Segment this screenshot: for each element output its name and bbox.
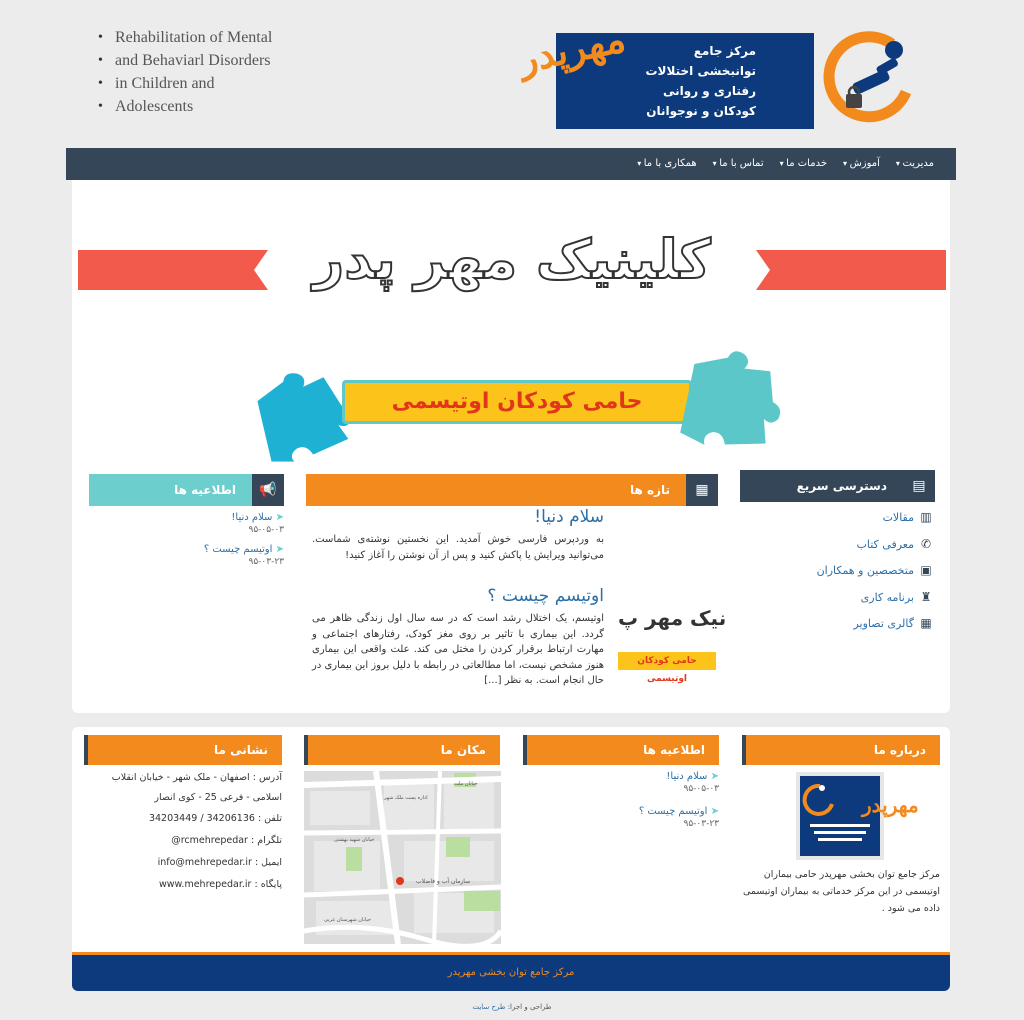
phone-text: تلفن : 34206136 / 34203449 (148, 813, 282, 824)
megaphone-icon: ➤ (275, 544, 284, 555)
nav-item-services[interactable]: خدمات ما ▾ (772, 148, 835, 180)
email-row (88, 852, 282, 874)
address-heading (84, 735, 282, 765)
telegram-row (88, 830, 282, 852)
notice-link[interactable]: سلام دنیا! (666, 771, 708, 782)
nav-item-contact[interactable]: تماس با ما ▾ (705, 148, 772, 180)
about-heading-text: درباره ما (873, 743, 926, 757)
emblem-logo-icon (822, 32, 912, 128)
megaphone-icon: ➤ (710, 771, 719, 782)
credit-prefix: طراحی و اجرا: (505, 1003, 552, 1011)
notice-date: ۹۵-۰۵-۰۳ (683, 784, 719, 794)
address-heading-text: نشانی ما (214, 743, 268, 757)
site-label: پایگاه : (251, 879, 282, 890)
tagline-line: • Rehabilitation of Mental (98, 26, 298, 49)
post-thumbnail[interactable] (618, 600, 727, 684)
slider-subtitle: حامی کودکان اوتیسمی (391, 389, 643, 414)
notices-heading-text: اطلاعیه ها (174, 483, 236, 497)
quick-item-label: برنامه کاری (860, 591, 914, 604)
telegram-link[interactable]: @rcmehrepedar (171, 835, 248, 846)
footer-notices-heading-text: اطلاعیه ها (643, 743, 705, 757)
puzzle-piece-icon (677, 345, 787, 451)
quick-item-articles[interactable] (804, 510, 934, 524)
calculator-icon: ▦ (920, 616, 932, 630)
map-heading-text: مکان ما (440, 743, 486, 757)
nav-item-education[interactable]: آموزش ▾ (835, 148, 888, 180)
about-text: مرکز جامع توان بخشی مهرپدر حامی بیماران اوتیسمی در این مرکز خدماتی به بیماران اوتیسمی داده می شود . (742, 869, 940, 914)
map-label: سازمان آب و فاضلاب (416, 878, 471, 885)
post-excerpt: اوتیسم، یک اختلال رشد است که در سه سال اول زندگی ظاهر می گردد. این بیماری با تاثیر بر روی مغز کودک، رفتارهای اجتماعی و مهارت ارتباط برقرار کردن را مختل می کند. علت واقعی این بیماری هنوز مشخص نیست، اما مطالعاتی در رابطه با دلیل بروز این بیماری در حال انجام است. به نظر [...] (312, 613, 604, 686)
slider-title: کلینیک مهر پدر (313, 228, 711, 291)
quick-item-label: معرفی کتاب (856, 538, 914, 551)
notice-date: ۹۵-۰۵-۰۳ (248, 525, 284, 535)
news-heading (306, 474, 718, 506)
about-heading (742, 735, 940, 765)
footer-notices-heading (523, 735, 719, 765)
logo-script: مهرپدر (514, 15, 630, 82)
logo-line: مرکز جامع (693, 44, 756, 58)
quick-item-label: مقالات (882, 511, 914, 524)
megaphone-icon: 📢 (252, 474, 284, 506)
notice-link[interactable]: اوتیسم چیست ؟ (638, 806, 708, 817)
quick-item-gallery[interactable] (804, 616, 934, 630)
map-label: خیابان ملت (454, 781, 478, 787)
main-panel (72, 180, 950, 713)
email-link[interactable]: info@mehrepedar.ir (157, 857, 252, 868)
megaphone-icon: ➤ (275, 512, 284, 523)
nav-item-cooperation[interactable]: همکاری با ما ▾ (629, 148, 704, 180)
email-label: ایمیل : (251, 857, 282, 868)
notices-heading (89, 474, 284, 506)
logo-line: کودکان و نوجوانان (646, 104, 756, 118)
site-logo[interactable] (514, 15, 820, 132)
quick-item-label: متخصصین و همکاران (816, 564, 914, 577)
footer-bar-text: مرکز جامع توان بخشی مهرپدر (447, 967, 575, 978)
logo-line: توانبخشی اختلالات (645, 64, 756, 78)
quick-access-heading (740, 470, 935, 502)
puzzle-piece-icon (252, 370, 352, 456)
map-label: خیابان شهرستان غربی (324, 917, 371, 923)
tagline (98, 26, 298, 118)
newspaper-icon: ▦ (686, 474, 718, 506)
trophy-icon: ♜ (920, 590, 932, 604)
notice-date: ۹۵-۰۳-۲۳ (248, 557, 284, 567)
logo-line: رفتاری و روانی (662, 84, 756, 98)
quick-item-schedule[interactable] (804, 590, 934, 604)
slider-subtitle-banner (342, 380, 692, 424)
map-label: خیابان شهید بهشتی (334, 837, 375, 843)
post-title[interactable]: سلام دنیا! (534, 507, 604, 527)
notice-item[interactable] (89, 544, 284, 567)
thumb-subtitle: حامی کودکان اوتیسمی (618, 652, 716, 670)
phone-icon: ✆ (920, 537, 932, 551)
about-logo-script: مهرپدر (862, 793, 919, 817)
main-nav (66, 148, 956, 180)
image-icon: ▣ (920, 563, 932, 577)
footer-notice-item[interactable] (523, 806, 719, 829)
credit-link[interactable]: طرح سایت (472, 1003, 506, 1011)
notice-link[interactable]: سلام دنیا! (231, 512, 273, 523)
site-link[interactable]: www.mehrepedar.ir (159, 879, 252, 890)
grid-icon: ▤ (903, 470, 935, 502)
footer-notice-item[interactable] (523, 771, 719, 794)
site-row (88, 874, 282, 896)
quick-item-specialists[interactable] (804, 563, 934, 577)
notice-item[interactable] (89, 512, 284, 535)
tagline-line: • in Children and (98, 72, 298, 95)
news-heading-text: تازه ها (629, 483, 670, 497)
tagline-line: • and Behaviarl Disorders (98, 49, 298, 72)
tagline-line: • Adolescents (98, 95, 298, 118)
post-title[interactable]: اوتیسم چیست ؟ (487, 586, 604, 606)
map-label: اداره پست ملک شهر (384, 795, 428, 801)
map-heading (304, 735, 500, 765)
address-block (88, 768, 282, 896)
post-excerpt: به وردپرس فارسی خوش آمدید. این نخستین نوشته‌ی شماست. می‌توانید ویرایش یا پاکش کنید و پس از آن نوشتن را آغاز کنید! (312, 534, 604, 561)
thumb-title: نیک مهر پ (618, 606, 727, 630)
quick-access-heading-text: دسترسی سریع (796, 479, 887, 493)
notice-date: ۹۵-۰۳-۲۳ (683, 819, 719, 829)
map-icon: ▥ (920, 510, 932, 524)
credit-line (0, 1003, 1024, 1011)
notice-link[interactable]: اوتیسم چیست ؟ (203, 544, 273, 555)
logo-text (646, 41, 757, 121)
quick-item-books[interactable] (804, 537, 934, 551)
quick-item-label: گالری تصاویر (853, 617, 914, 630)
about-logo (796, 772, 919, 860)
telegram-label: تلگرام : (247, 835, 282, 846)
megaphone-icon: ➤ (710, 806, 719, 817)
nav-item-management[interactable]: مدیریت ▾ (888, 148, 942, 180)
address-text: آدرس : اصفهان - ملک شهر - خیابان انقلاب اسلامی - فرعی 25 - کوی انصار (111, 772, 282, 803)
footer-bar (72, 952, 950, 991)
location-map[interactable] (304, 771, 501, 944)
